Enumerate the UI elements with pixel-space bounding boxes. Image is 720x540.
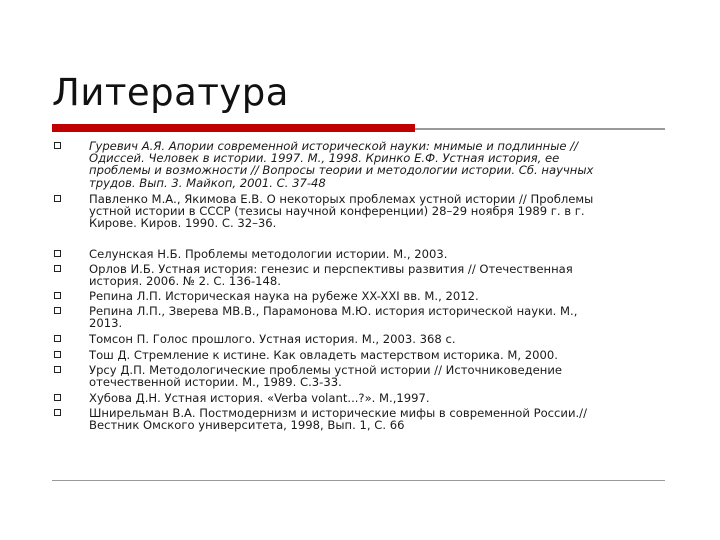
reference-line: Селунская Н.Б. Проблемы методологии истории. М., 2003. [89, 247, 448, 261]
reference-line: проблемы и возможности // Вопросы теории и методологии истории. Сб. научных [89, 163, 594, 178]
slide-title: Литература [52, 71, 289, 114]
reference-item [89, 333, 669, 345]
square-bullet-icon [54, 351, 61, 358]
reference-line: Павленко М.А., Якимова Е.В. О некоторых проблемах устной истории // Проблемы [89, 192, 594, 206]
reference-line: устной истории в СССР (тезисы научной конференции) 28–29 ноября 1989 г. в г. [89, 204, 585, 219]
square-bullet-icon [54, 265, 61, 272]
square-bullet-icon [54, 307, 61, 314]
square-bullet-icon [54, 195, 61, 202]
square-bullet-icon [54, 409, 61, 416]
reference-line: Томсон П. Голос прошлого. Устная история. М., 2003. 368 с. [89, 332, 456, 346]
reference-line: Шнирельман В.А. Постмодернизм и исторические мифы в современной России.// [89, 406, 587, 420]
reference-item [89, 140, 669, 189]
reference-item [89, 364, 669, 388]
footer-rule [52, 480, 665, 481]
reference-item [89, 290, 669, 302]
reference-line: 2013. [89, 316, 123, 331]
reference-line: Репина Л.П., Зверева МВ.В., Парамонова М.Ю. история исторической науки. М., [89, 304, 578, 318]
reference-line: трудов. Вып. 3. Майкоп, 2001. С. 37-48 [89, 175, 326, 190]
square-bullet-icon [54, 142, 61, 149]
reference-line: Одиссей. Человек в истории. 1997. М., 1998. Кринко Е.Ф. Устная история, ее [89, 151, 560, 166]
reference-line: Кирове. Киров. 1990. С. 32–36. [89, 216, 277, 231]
square-bullet-icon [54, 292, 61, 299]
square-bullet-icon [54, 394, 61, 401]
reference-item [89, 263, 669, 287]
reference-line: Урсу Д.П. Методологические проблемы устной истории // Источниковедение [89, 363, 562, 377]
reference-line: история. 2006. № 2. С. 136-148. [89, 274, 281, 289]
reference-line: отечественной истории. М., 1989. С.3-33. [89, 375, 342, 390]
reference-line: Вестник Омского университета, 1998, Вып. 1, С. 66 [89, 418, 405, 433]
reference-line: Репина Л.П. Историческая наука на рубеже XX-XXI вв. М., 2012. [89, 289, 479, 303]
reference-item [89, 349, 669, 361]
reference-item [89, 305, 669, 329]
reference-item [89, 193, 669, 230]
reference-item [89, 392, 669, 404]
reference-item [89, 407, 669, 431]
reference-line: Гуревич А.Я. Апории современной исторической науки: мнимые и подлинные // [89, 139, 578, 153]
reference-line: Орлов И.Б. Устная история: генезис и перспективы развития // Отечественная [89, 262, 573, 276]
reference-item [89, 248, 669, 260]
square-bullet-icon [54, 366, 61, 373]
reference-line: Тош Д. Стремление к истине. Как овладеть мастерством историка. М, 2000. [89, 348, 558, 362]
square-bullet-icon [54, 335, 61, 342]
square-bullet-icon [54, 250, 61, 257]
reference-line: Хубова Д.Н. Устная история. «Verba volant...?». М.,1997. [89, 391, 430, 405]
